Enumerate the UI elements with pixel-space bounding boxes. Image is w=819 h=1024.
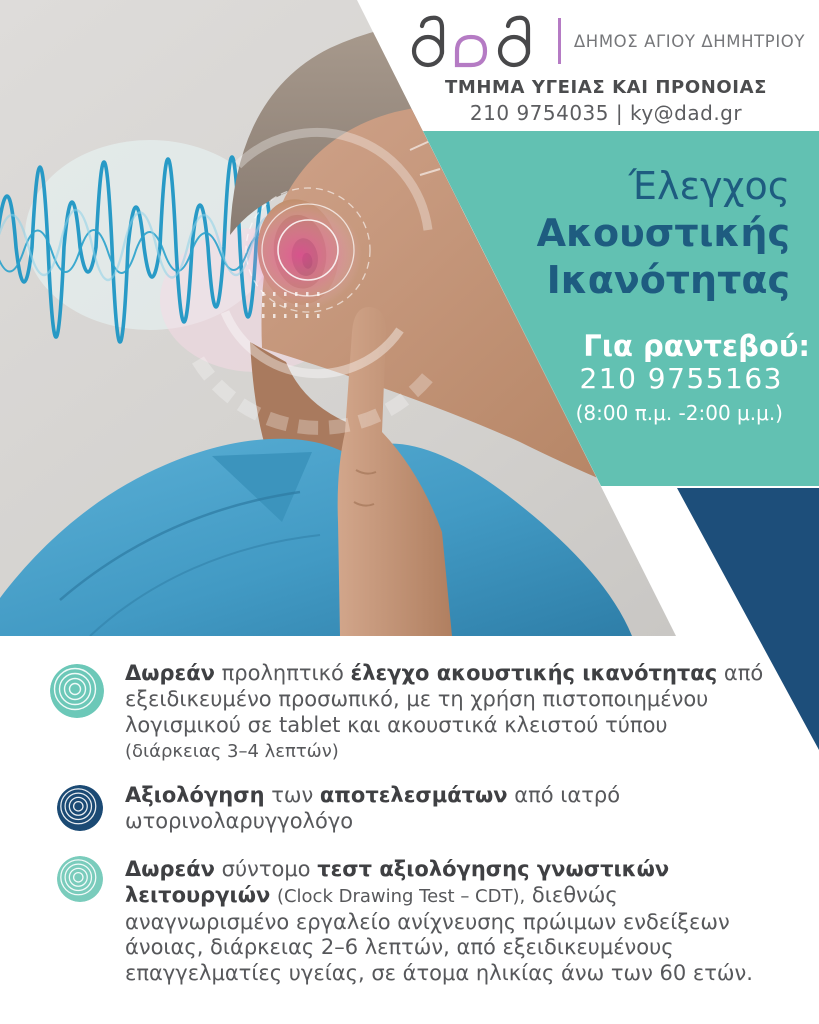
logo-divider <box>558 18 561 64</box>
department-name: ΤΜΗΜΑ ΥΓΕΙΑΣ ΚΑΙ ΠΡΟΝΟΙΑΣ <box>444 77 768 98</box>
ripple-rings-icon <box>57 856 103 902</box>
municipality-name: ΔΗΜΟΣ ΑΓΙΟΥ ΔΗΜΗΤΡΙΟΥ <box>573 31 806 51</box>
logo-row <box>402 8 810 74</box>
bullet-2-text: Αξιολόγηση των αποτελεσμάτων από ιατρό ωτορινολαρυγγολόγο <box>125 783 621 833</box>
header-contact: 210 9754035 | ky@dad.gr <box>469 101 743 125</box>
ripple-rings-icon <box>57 785 103 831</box>
hero-title-line1: Έλεγχος <box>628 164 790 208</box>
dad-logo <box>407 10 547 72</box>
ripple-rings-icon <box>50 664 104 718</box>
bullet-3-text: Δωρεάν σύντομο τεστ αξιολόγησης γνωστικών λειτουργιών (Clock Drawing Test – CDT), διεθνώς αναγνωρισμένο εργαλείο ανίχνευσης πρώιμων ενδείξεων άνοιας, διάρκειας 2–6 λεπτών, από εξειδικευμένους επαγγελματίες υγείας, σε άτομα ηλικίας άνω των 60 ετών. <box>125 857 753 986</box>
appointment-hours: (8:00 π.μ. -2:00 μ.μ.) <box>575 401 783 425</box>
bullet-1-text: Δωρεάν προληπτικό έλεγχο ακουστικής ικανότητας από εξειδικευμένο προσωπικό, με τη χρήση πιστοποιημένου λογισμικού σε tablet και ακουστικά κλειστού τύπου (διάρκειας 3–4 λεπτών) <box>125 661 764 763</box>
header <box>402 8 810 125</box>
appointment-label: Για ραντεβού: <box>583 329 810 363</box>
hero-title-line3: Ικανότητας <box>546 258 790 302</box>
appointment-phone: 210 9755163 <box>579 362 783 395</box>
logo-letter-a <box>457 37 485 65</box>
logo-letter-d2 <box>500 18 528 65</box>
hero-title <box>537 163 790 304</box>
logo-letter-d1 <box>414 18 442 65</box>
hero-title-line2: Ακουστικής <box>536 211 790 255</box>
